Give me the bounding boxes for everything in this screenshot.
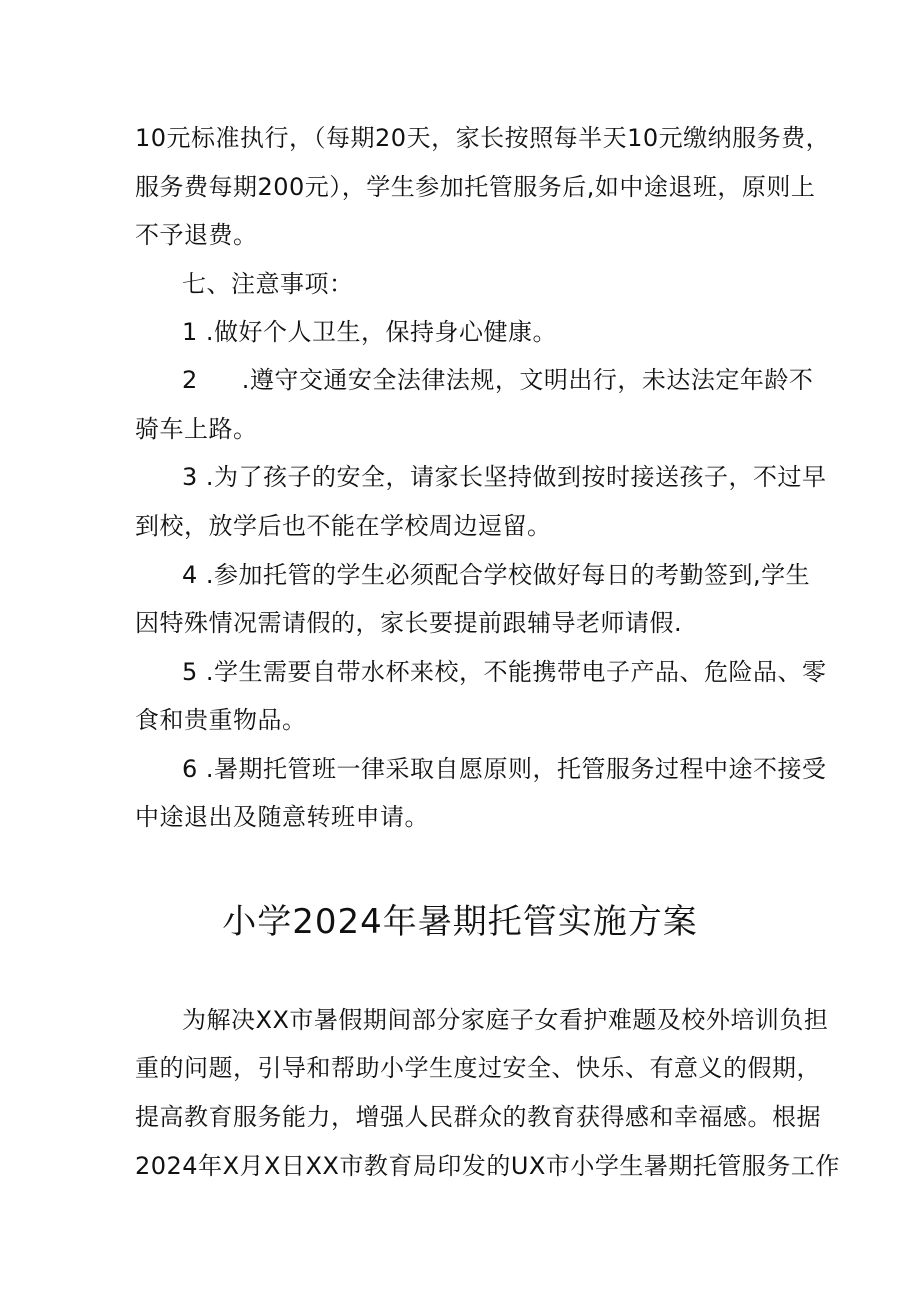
list-item-number: 4 — [182, 561, 198, 589]
list-item-number: 3 — [182, 463, 198, 491]
list-item — [182, 754, 827, 784]
list-item-number: 6 — [182, 755, 198, 783]
list-item-text: .学生需要自带水杯来校，不能携带电子产品、危险品、零 — [205, 658, 827, 686]
list-item-text: .遵守交通安全法律法规，文明出行，未达法定年龄不 — [241, 366, 814, 394]
list-item-continuation: 到校，放学后也不能在学校周边逗留。 — [135, 512, 552, 540]
section-heading: 七、注意事项： — [182, 270, 354, 298]
list-item-continuation: 食和贵重物品。 — [135, 706, 307, 734]
intro-paragraph-line: 提高教育服务能力，增强人民群众的教育获得感和幸福感。根据 — [135, 1103, 821, 1131]
list-item — [182, 560, 810, 590]
list-item-text: .暑期托管班一律采取自愿原则，托管服务过程中途不接受 — [205, 755, 827, 783]
fee-paragraph-line: 不予退费。 — [135, 221, 258, 249]
list-item-text: .做好个人卫生，保持身心健康。 — [205, 318, 558, 346]
list-item — [182, 657, 827, 687]
list-item-continuation: 骑车上路。 — [135, 415, 258, 443]
list-item-number: 5 — [182, 658, 198, 686]
fee-paragraph-line: 服务费每期200元），学生参加托管服务后,如中途退班，原则上 — [135, 173, 816, 201]
list-item — [182, 317, 557, 347]
list-item-text: .为了孩子的安全，请家长坚持做到按时接送孩子，不过早 — [205, 463, 827, 491]
fee-paragraph-line: 10元标准执行，（每期20天，家长按照每半天10元缴纳服务费， — [135, 124, 831, 152]
list-item-continuation: 中途退出及随意转班申请。 — [135, 803, 429, 831]
list-item-text: .参加托管的学生必须配合学校做好每日的考勤签到,学生 — [205, 561, 811, 589]
list-item — [182, 462, 827, 492]
list-item-number: 2 — [182, 366, 198, 394]
list-item — [182, 365, 813, 395]
list-item-number: 1 — [182, 318, 198, 346]
list-item-continuation: 因特殊情况需请假的，家长要提前跟辅导老师请假. — [135, 609, 683, 637]
intro-paragraph-line: 2024年X月X日XX市教育局印发的UX市小学生暑期托管服务工作 — [135, 1152, 840, 1180]
intro-paragraph-line: 为解决XX市暑假期间部分家庭子女看护难题及校外培训负担 — [182, 1006, 829, 1034]
document-title: 小学2024年暑期托管实施方案 — [222, 902, 698, 942]
intro-paragraph-line: 重的问题，引导和帮助小学生度过安全、快乐、有意义的假期， — [135, 1054, 821, 1082]
